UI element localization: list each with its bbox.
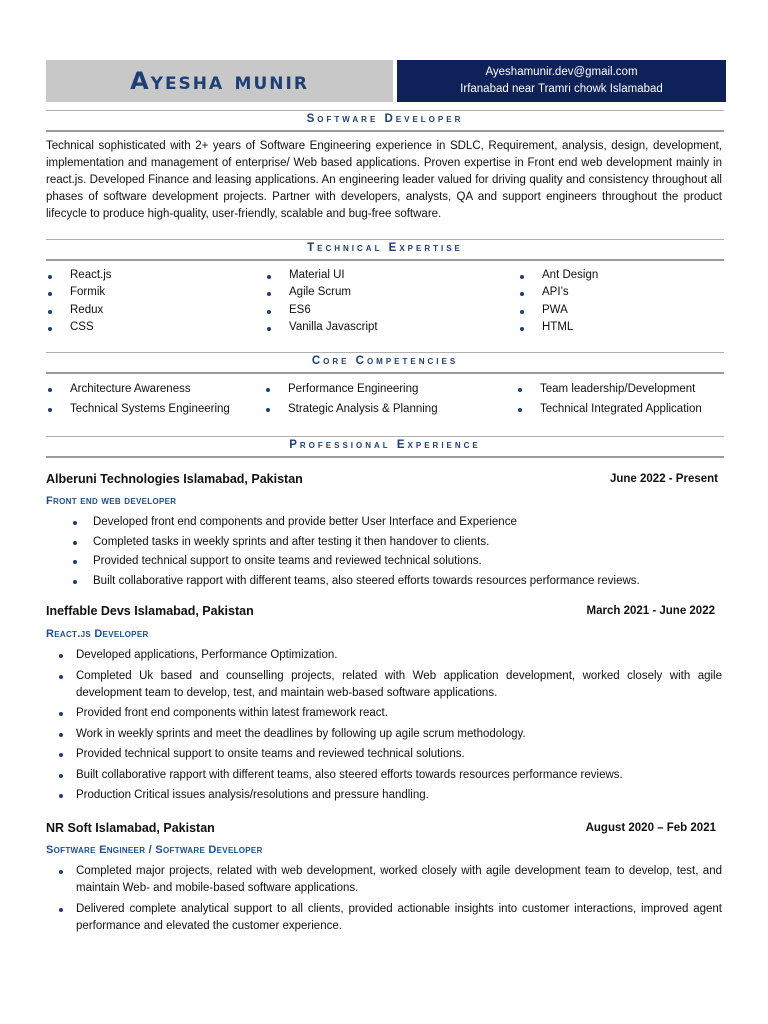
list-item: Work in weekly sprints and meet the deadlines by following up agile scrum methodology. [76, 726, 722, 743]
resume-header [46, 60, 726, 102]
company-name: Ineffable Devs Islamabad, Pakistan [46, 604, 254, 618]
list-item: Production Critical issues analysis/resolutions and pressure handling. [76, 787, 722, 804]
skill-item: Formik [46, 284, 112, 301]
competency-item: Team leadership/Development [516, 379, 702, 399]
address-text: Irfanabad near Tramri chowk Islamabad [460, 83, 663, 95]
competency-item: Architecture Awareness [46, 379, 230, 399]
skill-item: Ant Design [518, 267, 598, 284]
divider [46, 456, 724, 458]
skill-item: Material UI [265, 267, 378, 284]
job-role: Front end web developer [46, 495, 177, 507]
employment-dates: August 2020 – Feb 2021 [585, 822, 716, 834]
list-item: Completed Uk based and counselling projects, related with Web application development, worked closely with agile development team to develop, test, and maintain web-based software applications. [76, 668, 722, 702]
name-banner [46, 60, 393, 102]
list-item: Developed applications, Performance Optimization. [76, 647, 722, 664]
list-item: Delivered complete analytical support to all clients, provided actionable insights into customer interactions, improved agent performance and elevated the customer experience. [76, 901, 722, 935]
skills-column-2 [265, 267, 378, 336]
competencies-column-2 [264, 379, 438, 419]
list-item: Built collaborative rapport with different teams, also steered efforts towards resources performance reviews. [93, 573, 722, 590]
divider [46, 239, 724, 240]
divider [46, 259, 724, 261]
list-item: Built collaborative rapport with different teams, also steered efforts towards resources performance reviews. [76, 767, 722, 784]
list-item: Provided front end components within latest framework react. [76, 705, 722, 722]
email-text: Ayeshamunir.dev@gmail.com [485, 66, 638, 78]
skill-item: Vanilla Javascript [265, 319, 378, 336]
list-item: Provided technical support to onsite teams and reviewed technical solutions. [76, 746, 722, 763]
competency-item: Technical Integrated Application [516, 399, 702, 419]
company-name: Alberuni Technologies Islamabad, Pakistan [46, 472, 303, 486]
competency-item: Performance Engineering [264, 379, 438, 399]
divider [46, 436, 724, 437]
skill-item: React.js [46, 267, 112, 284]
job-role: Software Engineer / Software Developer [46, 844, 263, 856]
list-item: Provided technical support to onsite teams and reviewed technical solutions. [93, 553, 722, 570]
list-item: Completed major projects, related with web development, worked closely with agile development team to develop, test, and maintain Web- and mobile-based software applications. [76, 863, 722, 897]
competency-item: Technical Systems Engineering [46, 399, 230, 419]
job-duties-list [46, 863, 722, 935]
employment-dates: March 2021 - June 2022 [586, 605, 715, 617]
skills-column-3 [518, 267, 598, 336]
list-item: Completed tasks in weekly sprints and after testing it then handover to clients. [93, 534, 722, 551]
contact-banner [397, 60, 726, 102]
core-competencies-heading: Core Competencies [311, 355, 459, 367]
divider [46, 130, 724, 132]
job-duties-list [46, 514, 722, 590]
candidate-name: Ayesha munir [130, 67, 309, 95]
job-title-heading: Software Developer [306, 113, 464, 125]
job-role: React.js Developer [46, 628, 149, 640]
skills-column-1 [46, 267, 112, 336]
professional-experience-heading: Professional Experience [289, 439, 481, 451]
skill-item: Redux [46, 302, 112, 319]
technical-expertise-heading: Technical Expertise [307, 242, 463, 254]
divider [46, 352, 724, 353]
skill-item: CSS [46, 319, 112, 336]
list-item: Developed front end components and provide better User Interface and Experience [93, 514, 722, 531]
professional-summary: Technical sophisticated with 2+ years of Software Engineering experience in SDLC, Requirement, analysis, design, development, implementation and management of enterprise/ Web based applications. Proven expertise in Front end web development mainly in react.js. Developed Finance and leasing applications. An engineering leader valued for driving quality and consistency throughout all phases of software development projects. Partner with developers, analysts, QA and support engineers throughout the product lifecycle to produce high-quality, user-friendly, scalable and bug-free software. [46, 140, 722, 220]
competency-item: Strategic Analysis & Planning [264, 399, 438, 419]
competencies-column-1 [46, 379, 230, 419]
employment-dates: June 2022 - Present [609, 473, 718, 485]
competencies-column-3 [516, 379, 702, 419]
skill-item: Agile Scrum [265, 284, 378, 301]
company-name: NR Soft Islamabad, Pakistan [46, 821, 215, 835]
skill-item: PWA [518, 302, 598, 319]
divider [46, 110, 724, 111]
skill-item: ES6 [265, 302, 378, 319]
divider [46, 372, 724, 374]
skill-item: HTML [518, 319, 598, 336]
job-duties-list [46, 647, 722, 804]
skill-item: API’s [518, 284, 598, 301]
